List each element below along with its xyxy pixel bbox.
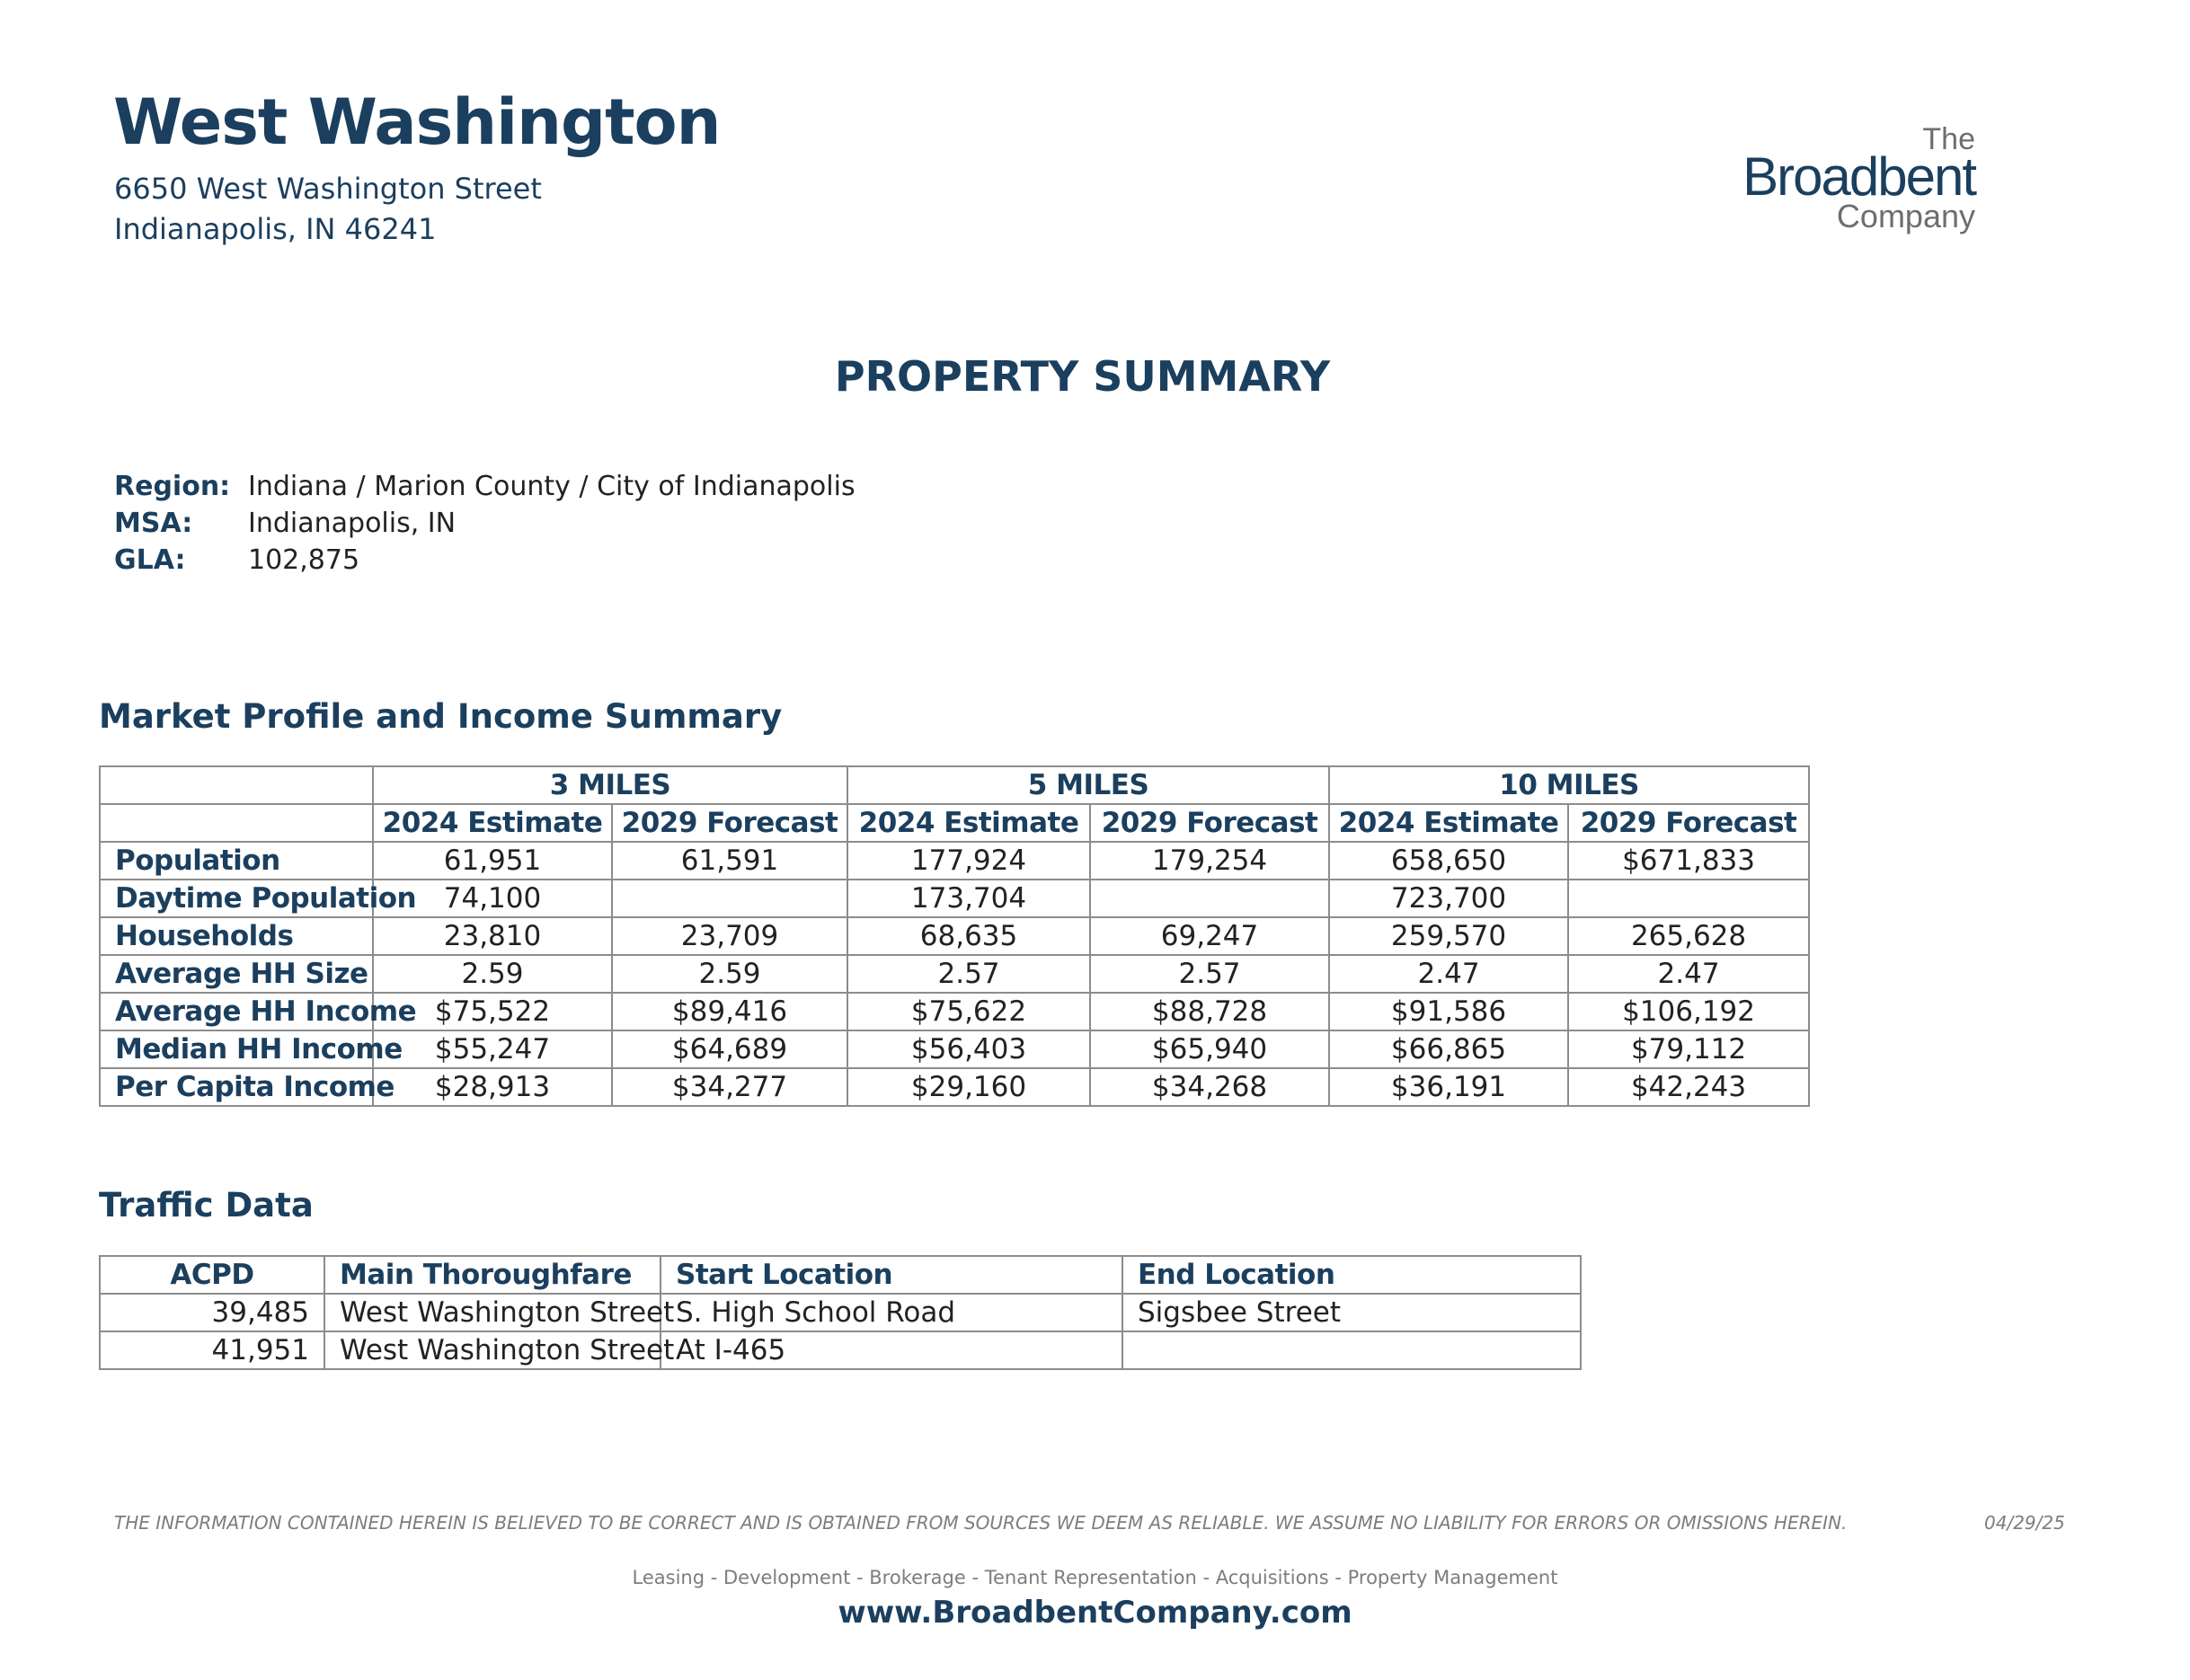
subheader-5mi-forecast: 2029 Forecast <box>1090 804 1329 842</box>
subheader-5mi-estimate: 2024 Estimate <box>847 804 1090 842</box>
table-row <box>100 880 1809 917</box>
msa-label: MSA: <box>114 508 193 539</box>
table-row <box>100 1294 1581 1331</box>
table-cell: $64,689 <box>612 1030 847 1068</box>
table-cell: $88,728 <box>1090 993 1329 1030</box>
table-cell: 2.59 <box>373 955 612 993</box>
table-cell: 177,924 <box>847 842 1090 880</box>
table-cell: $75,622 <box>847 993 1090 1030</box>
subheader-3mi-estimate: 2024 Estimate <box>373 804 612 842</box>
table-cell: $42,243 <box>1568 1068 1809 1106</box>
table-cell: $29,160 <box>847 1068 1090 1106</box>
row-label-per-capita-income: Per Capita Income <box>100 1068 373 1106</box>
acpd-value: 39,485 <box>100 1294 324 1331</box>
table-cell: 173,704 <box>847 880 1090 917</box>
table-cell: $34,268 <box>1090 1068 1329 1106</box>
radius-5-miles: 5 MILES <box>847 766 1329 804</box>
table-cell: 2.47 <box>1568 955 1809 993</box>
gla-label: GLA: <box>114 544 186 576</box>
table-cell: 69,247 <box>1090 917 1329 955</box>
table-cell: $89,416 <box>612 993 847 1030</box>
table-cell: 61,951 <box>373 842 612 880</box>
table-cell: 68,635 <box>847 917 1090 955</box>
table-row <box>100 917 1809 955</box>
start-location-value: S. High School Road <box>661 1294 1122 1331</box>
table-cell: 2.57 <box>1090 955 1329 993</box>
table-cell: 2.59 <box>612 955 847 993</box>
table-cell: $56,403 <box>847 1030 1090 1068</box>
table-cell: $34,277 <box>612 1068 847 1106</box>
subheader-blank <box>100 804 373 842</box>
row-label-median-hh-income: Median HH Income <box>100 1030 373 1068</box>
thoroughfare-value: West Washington Street <box>324 1331 661 1369</box>
traffic-data-table <box>99 1255 1582 1370</box>
region-label: Region: <box>114 471 231 502</box>
table-row <box>100 1331 1581 1369</box>
table-row <box>100 993 1809 1030</box>
header-blank <box>100 766 373 804</box>
logo-the: The <box>1922 122 1975 156</box>
end-location-value: Sigsbee Street <box>1122 1294 1581 1331</box>
table-cell: 179,254 <box>1090 842 1329 880</box>
subheader-10mi-estimate: 2024 Estimate <box>1329 804 1568 842</box>
radius-header-row <box>100 766 1809 804</box>
row-label-average-hh-size: Average HH Size <box>100 955 373 993</box>
header-start-location: Start Location <box>661 1256 1122 1294</box>
table-cell: $79,112 <box>1568 1030 1809 1068</box>
logo-broadbent: Broadbent <box>1742 146 1975 207</box>
table-cell: 658,650 <box>1329 842 1568 880</box>
property-summary-heading: PROPERTY SUMMARY <box>834 352 1331 401</box>
table-row <box>100 842 1809 880</box>
traffic-data-heading: Traffic Data <box>99 1186 314 1225</box>
acpd-value: 41,951 <box>100 1331 324 1369</box>
header-end-location: End Location <box>1122 1256 1581 1294</box>
radius-10-miles: 10 MILES <box>1329 766 1809 804</box>
table-row <box>100 1068 1809 1106</box>
table-cell <box>1568 880 1809 917</box>
table-cell: $66,865 <box>1329 1030 1568 1068</box>
address-street: 6650 West Washington Street <box>114 172 542 206</box>
subheader-3mi-forecast: 2029 Forecast <box>612 804 847 842</box>
end-location-value <box>1122 1331 1581 1369</box>
property-title: West Washington <box>113 85 721 159</box>
header-acpd: ACPD <box>100 1256 324 1294</box>
table-cell <box>1090 880 1329 917</box>
table-cell: $106,192 <box>1568 993 1809 1030</box>
table-cell: 61,591 <box>612 842 847 880</box>
radius-3-miles: 3 MILES <box>373 766 847 804</box>
logo-company: Company <box>1836 198 1975 234</box>
table-cell: 265,628 <box>1568 917 1809 955</box>
market-profile-heading: Market Profile and Income Summary <box>99 697 783 736</box>
table-cell: $75,522 <box>373 993 612 1030</box>
table-cell <box>612 880 847 917</box>
services-list: Leasing - Development - Brokerage - Tenant Representation - Acquisitions - Property Management <box>632 1567 1558 1588</box>
table-cell: 259,570 <box>1329 917 1568 955</box>
row-label-daytime-population: Daytime Population <box>100 880 373 917</box>
table-cell: 723,700 <box>1329 880 1568 917</box>
header-main-thoroughfare: Main Thoroughfare <box>324 1256 661 1294</box>
market-profile-table <box>99 765 1810 1107</box>
table-row <box>100 955 1809 993</box>
traffic-header-row <box>100 1256 1581 1294</box>
region-value: Indiana / Marion County / City of Indianapolis <box>248 471 856 502</box>
row-label-households: Households <box>100 917 373 955</box>
subheader-10mi-forecast: 2029 Forecast <box>1568 804 1809 842</box>
row-label-population: Population <box>100 842 373 880</box>
table-cell: $28,913 <box>373 1068 612 1106</box>
gla-value: 102,875 <box>248 544 360 576</box>
row-label-average-hh-income: Average HH Income <box>100 993 373 1030</box>
subheader-row <box>100 804 1809 842</box>
table-cell: 23,709 <box>612 917 847 955</box>
document-date: 04/29/25 <box>1984 1512 2065 1534</box>
thoroughfare-value: West Washington Street <box>324 1294 661 1331</box>
start-location-value: At I-465 <box>661 1331 1122 1369</box>
table-cell: 74,100 <box>373 880 612 917</box>
table-cell: $91,586 <box>1329 993 1568 1030</box>
table-cell: 2.57 <box>847 955 1090 993</box>
table-cell: $65,940 <box>1090 1030 1329 1068</box>
table-row <box>100 1030 1809 1068</box>
broadbent-logo <box>1742 115 2031 241</box>
table-cell: 23,810 <box>373 917 612 955</box>
table-cell: 2.47 <box>1329 955 1568 993</box>
table-cell: $55,247 <box>373 1030 612 1068</box>
table-cell: $671,833 <box>1568 842 1809 880</box>
msa-value: Indianapolis, IN <box>248 508 457 539</box>
address-city: Indianapolis, IN 46241 <box>114 212 437 246</box>
disclaimer-text: THE INFORMATION CONTAINED HEREIN IS BELIEVED TO BE CORRECT AND IS OBTAINED FROM SOURCES WE DEEM AS RELIABLE. WE ASSUME NO LIABILITY FOR ERRORS OR OMISSIONS HEREIN. <box>114 1512 1848 1534</box>
table-cell: $36,191 <box>1329 1068 1568 1106</box>
website-link[interactable]: www.BroadbentCompany.com <box>838 1595 1352 1631</box>
